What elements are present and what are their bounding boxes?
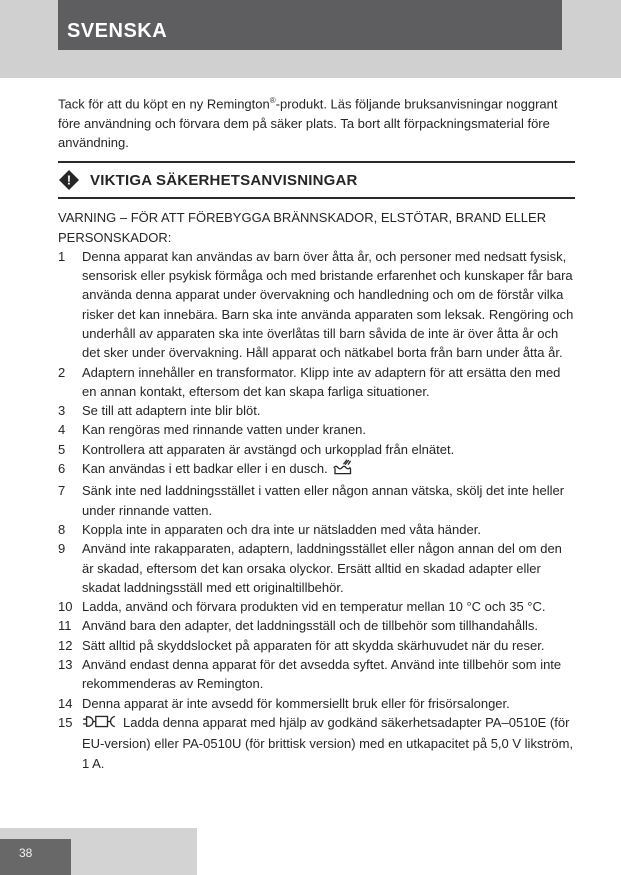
item-number: 12 [58,637,73,653]
item-number: 5 [58,441,66,457]
list-item [58,655,575,694]
list-item [58,459,575,481]
item-number: 14 [58,695,73,711]
item-text: Adaptern innehåller en transformator. Klipp inte av adaptern för att ersätta den med en annan kontakt, eftersom det kan skapa farliga situationer. [82,364,561,399]
list-item [58,713,575,773]
item-number: 6 [58,461,66,477]
item-text: Använd endast denna apparat för det avsedda syftet. Använd inte tillbehör som inte rekommenderas av Remington. [82,657,562,692]
list-item [58,440,575,459]
item-text: Använd bara den adapter, det laddningsställ och de tillbehör som tillhandahålls. [82,618,539,634]
item-text: Ladda, använd och förvara produkten vid en temperatur mellan 10 °C och 35 °C. [82,599,546,615]
item-text: Kan användas i ett badkar eller i en dusch. [82,461,328,477]
list-item [58,616,575,635]
list-item [58,636,575,655]
registered-trademark: ® [269,96,276,105]
item-text: Kontrollera att apparaten är avstängd och urkopplad från elnätet. [82,441,455,457]
exclamation-diamond-icon [58,169,80,191]
power-adapter-icon [82,714,118,734]
intro-paragraph [58,91,575,152]
item-number: 8 [58,521,66,537]
page-content [0,78,621,773]
page-number-box [0,839,71,875]
item-text: Kan rengöras med rinnande vatten under kranen. [82,422,367,438]
list-item [58,401,575,420]
item-number: 2 [58,364,66,380]
safety-heading-text: VIKTIGA SÄKERHETSANVISNINGAR [90,171,358,189]
item-number: 7 [58,483,66,499]
top-band [0,0,621,78]
list-item [58,363,575,402]
language-title: SVENSKA [67,20,168,42]
page-number: 38 [19,846,33,860]
item-text: Använd inte rakapparaten, adaptern, laddningsstället eller någon annan del om den är skadad, eftersom det kan orsaka olyckor. Ersätt alltid en skadad adapter eller skadat laddningsställ med ett originaltillbehör. [82,541,562,595]
item-text: Sätt alltid på skyddslocket på apparaten för att skydda skärhuvudet när du reser. [82,637,545,653]
item-text: Denna apparat är inte avsedd för kommersiellt bruk eller för frisörsalonger. [82,695,510,711]
safety-heading [58,161,575,199]
item-number: 13 [58,657,73,673]
item-text: Koppla inte in apparaten och dra inte ur nätsladden med våta händer. [82,521,481,537]
list-item [58,539,575,597]
safety-instructions-list [58,247,575,773]
item-text: Denna apparat kan användas av barn över åtta år, och personer med nedsatt fysisk, sensorisk eller psykisk förmåga och med bristande erfarenhet och kunskaper får bara använda denna apparat under övervakning och handledning och om de förstår vilka risker det kan innebära. Barn ska inte använda apparaten som leksak. Rengöring och underhåll av apparaten ska inte överlåtas till barn såvida de inte är över åtta år och det sker under övervakning. Håll apparat och nätkabel borta från barn under åtta år. [82,248,574,361]
list-item [58,597,575,616]
list-item [58,420,575,439]
item-number: 10 [58,599,73,615]
list-item [58,247,575,363]
list-item [58,694,575,713]
item-text: Ladda denna apparat med hjälp av godkänd säkerhetsadapter PA–0510E (för EU-version) eller PA-0510U (för brittisk version) med en utkapacitet på 5,0 V likström, 1 A. [82,714,574,771]
language-header-bar [58,0,562,50]
item-number: 4 [58,422,66,438]
svg-text:!: ! [66,173,72,188]
list-item [58,520,575,539]
item-number: 1 [58,248,66,264]
intro-text-end: -produkt. Läs följande bruksanvisningar noggrant före användning och förvara dem på säker plats. Ta bort allt förpackningsmaterial före användning. [58,96,558,150]
bath-shower-icon [332,459,353,481]
list-item [58,481,575,520]
item-number: 9 [58,541,66,557]
item-number: 3 [58,403,66,419]
intro-text-start: Tack för att du köpt en ny Remington [58,96,270,112]
item-number: 15 [58,714,73,730]
warning-intro: VARNING – FÖR ATT FÖREBYGGA BRÄNNSKADOR, ELSTÖTAR, BRAND ELLER PERSONSKADOR: [58,210,547,245]
item-text: Se till att adaptern inte blir blöt. [82,403,261,419]
item-number: 11 [58,618,72,634]
item-text: Sänk inte ned laddningsstället i vatten eller någon annan vätska, skölj det inte heller under rinnande vatten. [82,483,565,518]
